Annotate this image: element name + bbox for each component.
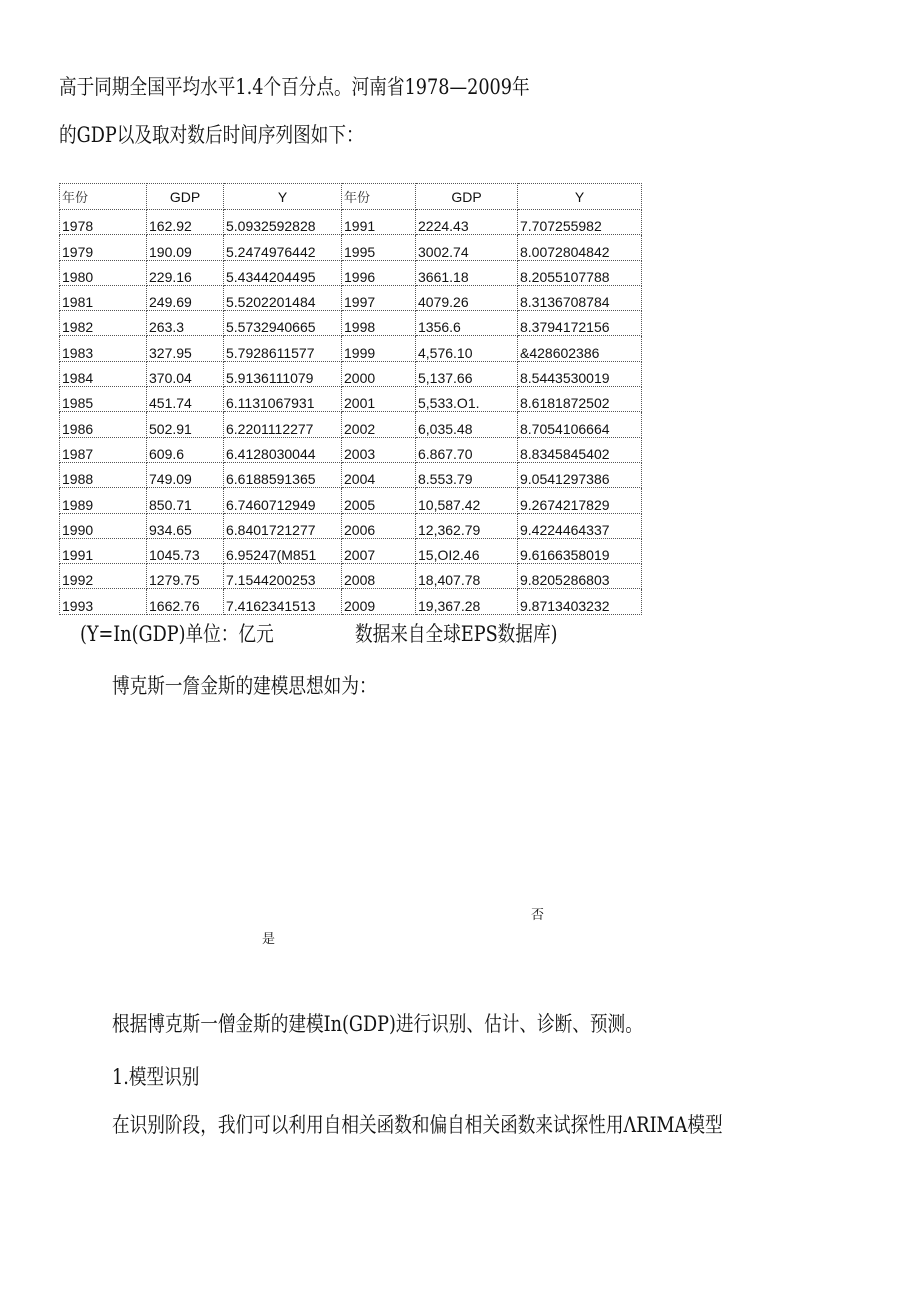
cell-year-1: 1983 <box>60 336 147 361</box>
paragraph-3-text: 博克斯一詹金斯的建模思想如为： <box>112 674 377 698</box>
header-gdp-2: GDP <box>416 184 518 210</box>
cell-y-2: 8.3136708784 <box>518 285 642 310</box>
paragraph-4 <box>112 1010 744 1038</box>
cell-year-2: 2009 <box>342 589 416 614</box>
cell-year-1: 1992 <box>60 564 147 589</box>
paragraph-2 <box>59 121 422 149</box>
cell-year-2: 1995 <box>342 235 416 260</box>
table-row <box>60 311 642 336</box>
table-row <box>60 210 642 235</box>
table-note-left-text: (Y=In(GDP)单位：亿元 <box>80 622 274 646</box>
cell-gdp-2: 19,367.28 <box>416 589 518 614</box>
cell-y-2: 8.2055107788 <box>518 260 642 285</box>
cell-gdp-1: 502.91 <box>147 412 224 437</box>
cell-year-2: 1997 <box>342 285 416 310</box>
cell-gdp-1: 162.92 <box>147 210 224 235</box>
cell-gdp-1: 370.04 <box>147 361 224 386</box>
header-year-1: 年份 <box>60 184 147 210</box>
table-row <box>60 387 642 412</box>
cell-y-2: 9.8713403232 <box>518 589 642 614</box>
cell-year-2: 2002 <box>342 412 416 437</box>
cell-year-2: 2005 <box>342 488 416 513</box>
cell-gdp-1: 749.09 <box>147 462 224 487</box>
flowchart-yes-label: 是 <box>262 932 276 947</box>
cell-y-1: 5.4344204495 <box>224 260 342 285</box>
paragraph-1-text: 高于同期全国平均水平1.4个百分点。河南省1978—2009年 <box>59 75 530 99</box>
cell-year-2: 2001 <box>342 387 416 412</box>
cell-year-2: 2004 <box>342 462 416 487</box>
cell-gdp-2: 4079.26 <box>416 285 518 310</box>
cell-y-2: 9.8205286803 <box>518 564 642 589</box>
cell-gdp-1: 1045.73 <box>147 538 224 563</box>
cell-gdp-2: 18,407.78 <box>416 564 518 589</box>
header-gdp-1: GDP <box>147 184 224 210</box>
cell-gdp-2: 8.553.79 <box>416 462 518 487</box>
cell-gdp-1: 190.09 <box>147 235 224 260</box>
table-row <box>60 589 642 614</box>
table-row <box>60 336 642 361</box>
cell-y-2: 7.707255982 <box>518 210 642 235</box>
cell-year-1: 1982 <box>60 311 147 336</box>
cell-year-2: 2007 <box>342 538 416 563</box>
cell-gdp-2: 2224.43 <box>416 210 518 235</box>
table-row <box>60 513 642 538</box>
cell-year-1: 1981 <box>60 285 147 310</box>
cell-year-2: 1996 <box>342 260 416 285</box>
cell-gdp-1: 249.69 <box>147 285 224 310</box>
cell-y-2: 8.5443530019 <box>518 361 642 386</box>
cell-y-1: 7.4162341513 <box>224 589 342 614</box>
paragraph-1 <box>59 73 619 101</box>
cell-year-2: 2008 <box>342 564 416 589</box>
cell-gdp-1: 263.3 <box>147 311 224 336</box>
cell-gdp-2: 6.867.70 <box>416 437 518 462</box>
cell-y-2: 8.7054106664 <box>518 412 642 437</box>
flowchart-no-label: 否 <box>531 908 545 923</box>
table-row <box>60 488 642 513</box>
cell-gdp-2: 12,362.79 <box>416 513 518 538</box>
cell-year-1: 1984 <box>60 361 147 386</box>
cell-y-1: 5.0932592828 <box>224 210 342 235</box>
cell-gdp-2: 3002.74 <box>416 235 518 260</box>
table-row <box>60 462 642 487</box>
cell-year-1: 1980 <box>60 260 147 285</box>
cell-gdp-2: 10,587.42 <box>416 488 518 513</box>
cell-y-1: 5.7928611577 <box>224 336 342 361</box>
cell-y-1: 6.6188591365 <box>224 462 342 487</box>
cell-y-1: 6.8401721277 <box>224 513 342 538</box>
cell-y-2: &428602386 <box>518 336 642 361</box>
cell-gdp-1: 229.16 <box>147 260 224 285</box>
cell-year-1: 1986 <box>60 412 147 437</box>
paragraph-2-text: 的GDP以及取对数后时间序列图如下： <box>59 123 364 147</box>
table-row <box>60 538 642 563</box>
gdp-table <box>59 183 642 615</box>
cell-y-1: 5.5732940665 <box>224 311 342 336</box>
cell-gdp-1: 1662.76 <box>147 589 224 614</box>
cell-y-2: 8.3794172156 <box>518 311 642 336</box>
cell-gdp-2: 15,OI2.46 <box>416 538 518 563</box>
cell-year-1: 1990 <box>60 513 147 538</box>
cell-year-1: 1987 <box>60 437 147 462</box>
cell-y-2: 9.2674217829 <box>518 488 642 513</box>
cell-year-2: 1991 <box>342 210 416 235</box>
paragraph-4-text: 根据博克斯一僧金斯的建模In(GDP)进行识别、估计、诊断、预测。 <box>112 1012 643 1036</box>
cell-year-2: 2006 <box>342 513 416 538</box>
cell-year-1: 1993 <box>60 589 147 614</box>
cell-y-1: 7.1544200253 <box>224 564 342 589</box>
table-row <box>60 564 642 589</box>
cell-y-2: 9.4224464337 <box>518 513 642 538</box>
cell-y-2: 8.8345845402 <box>518 437 642 462</box>
cell-year-1: 1979 <box>60 235 147 260</box>
table-note-right-text: 数据来自全球EPS数据库) <box>355 622 558 646</box>
cell-y-1: 6.2201112277 <box>224 412 342 437</box>
cell-gdp-1: 609.6 <box>147 437 224 462</box>
cell-gdp-1: 451.74 <box>147 387 224 412</box>
cell-y-1: 5.2474976442 <box>224 235 342 260</box>
cell-y-1: 6.1131067931 <box>224 387 342 412</box>
cell-gdp-1: 1279.75 <box>147 564 224 589</box>
table-row <box>60 285 642 310</box>
table-row <box>60 437 642 462</box>
cell-year-2: 2000 <box>342 361 416 386</box>
cell-y-2: 8.0072804842 <box>518 235 642 260</box>
cell-y-1: 6.7460712949 <box>224 488 342 513</box>
gdp-table-body <box>60 184 642 615</box>
table-note-right <box>355 620 596 648</box>
header-y-1: Y <box>224 184 342 210</box>
cell-y-2: 8.6181872502 <box>518 387 642 412</box>
cell-year-1: 1991 <box>60 538 147 563</box>
cell-year-2: 1999 <box>342 336 416 361</box>
cell-gdp-2: 5,533.O1. <box>416 387 518 412</box>
section-heading <box>112 1063 216 1091</box>
cell-year-1: 1978 <box>60 210 147 235</box>
table-row <box>60 260 642 285</box>
cell-gdp-1: 850.71 <box>147 488 224 513</box>
paragraph-5 <box>112 1111 839 1139</box>
header-y-2: Y <box>518 184 642 210</box>
table-header-row <box>60 184 642 210</box>
cell-gdp-1: 934.65 <box>147 513 224 538</box>
table-row <box>60 412 642 437</box>
cell-gdp-2: 4,576.10 <box>416 336 518 361</box>
cell-year-1: 1988 <box>60 462 147 487</box>
cell-gdp-2: 3661.18 <box>416 260 518 285</box>
cell-year-2: 1998 <box>342 311 416 336</box>
cell-y-2: 9.0541297386 <box>518 462 642 487</box>
cell-y-1: 6.4128030044 <box>224 437 342 462</box>
table-row <box>60 235 642 260</box>
cell-year-1: 1985 <box>60 387 147 412</box>
cell-y-1: 5.9136111079 <box>224 361 342 386</box>
paragraph-5-text: 在识别阶段，我们可以利用自相关函数和偏自相关函数来试探性用ΛRIMA模型 <box>112 1113 723 1137</box>
cell-gdp-2: 5,137.66 <box>416 361 518 386</box>
cell-gdp-1: 327.95 <box>147 336 224 361</box>
cell-y-1: 5.5202201484 <box>224 285 342 310</box>
cell-year-2: 2003 <box>342 437 416 462</box>
table-row <box>60 361 642 386</box>
cell-y-1: 6.95247(M851 <box>224 538 342 563</box>
cell-gdp-2: 1356.6 <box>416 311 518 336</box>
cell-year-1: 1989 <box>60 488 147 513</box>
cell-y-2: 9.6166358019 <box>518 538 642 563</box>
table-note-left <box>80 620 311 648</box>
section-heading-text: 1.模型识别 <box>112 1065 200 1089</box>
header-year-2: 年份 <box>342 184 416 210</box>
cell-gdp-2: 6,035.48 <box>416 412 518 437</box>
paragraph-3 <box>112 672 427 700</box>
